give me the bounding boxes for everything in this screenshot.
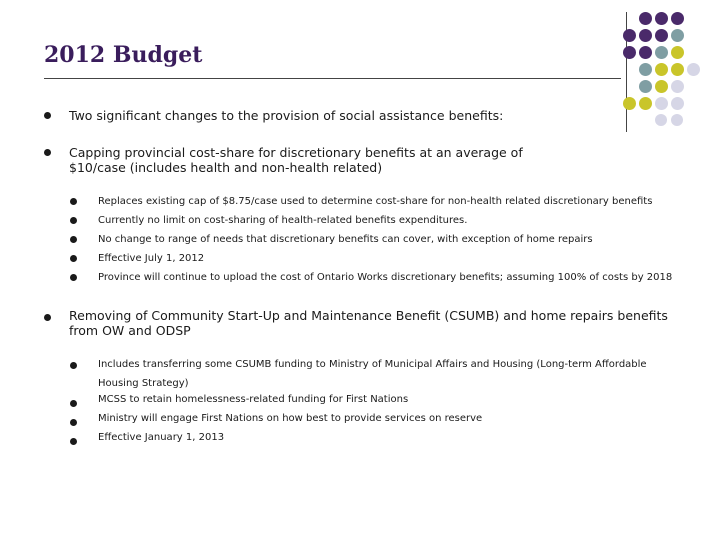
decor-dot [671,46,684,59]
decor-dot [639,97,652,110]
decor-dot [639,29,652,42]
bullet-icon [44,314,51,321]
sub-bullet-icon [70,438,77,445]
sub-bullet-text: MCSS to retain homelessness-related funding for First Nations [98,394,409,405]
sub-bullet-icon [70,255,77,262]
sub-bullet-icon [70,217,77,224]
decor-dot [671,29,684,42]
decor-dot [655,97,668,110]
sub-bullet-text: Currently no limit on cost-sharing of health-related benefits expenditures. [98,215,468,226]
decor-dot [655,80,668,93]
decor-dot [623,29,636,42]
sub-bullet-icon [70,362,77,369]
bullet-text: Two significant changes to the provision of social assistance benefits: [69,108,504,123]
sub-bullet-text: Replaces existing cap of $8.75/case used to determine cost-share for non-health related discretionary benefits [98,196,653,207]
decor-dot [623,46,636,59]
decor-dot [671,80,684,93]
decor-dot [655,29,668,42]
sub-bullet-icon [70,419,77,426]
bullet-text: Capping provincial cost-share for discretionary benefits at an average of $10/case (includes health and non-health related) [69,145,523,175]
decor-dot [687,63,700,76]
decor-dot [655,46,668,59]
decor-dot [671,97,684,110]
sub-bullet-icon [70,236,77,243]
sub-bullet-text: No change to range of needs that discretionary benefits can cover, with exception of home repairs [98,234,593,245]
decorative-dot-grid [630,12,720,122]
sub-bullet-text: Ministry will engage First Nations on how best to provide services on reserve [98,413,483,424]
decor-dot [655,12,668,25]
slide-title: 2012 Budget [44,42,203,68]
decor-dot [639,80,652,93]
bullet-icon [44,112,51,119]
decor-dot [671,63,684,76]
title-divider [44,78,621,79]
sub-bullet-text: Effective July 1, 2012 [98,253,205,264]
sub-bullet-icon [70,274,77,281]
decor-dot [655,63,668,76]
sub-bullet-text: Effective January 1, 2013 [98,432,225,443]
decor-dot [671,12,684,25]
decor-dot [655,114,667,126]
sub-bullet-text: Includes transferring some CSUMB funding to Ministry of Municipal Affairs and Housing (Long-term Affordable Housing Strategy) [98,359,647,389]
decor-dot [671,114,683,126]
bullet-text: Removing of Community Start-Up and Maintenance Benefit (CSUMB) and home repairs benefits from OW and ODSP [69,308,668,338]
sub-bullet-icon [70,198,77,205]
decor-dot [639,46,652,59]
decor-dot [639,63,652,76]
sub-bullet-text: Province will continue to upload the cost of Ontario Works discretionary benefits; assuming 100% of costs by 2018 [98,272,673,283]
bullet-icon [44,149,51,156]
decor-dot [639,12,652,25]
sub-bullet-icon [70,400,77,407]
